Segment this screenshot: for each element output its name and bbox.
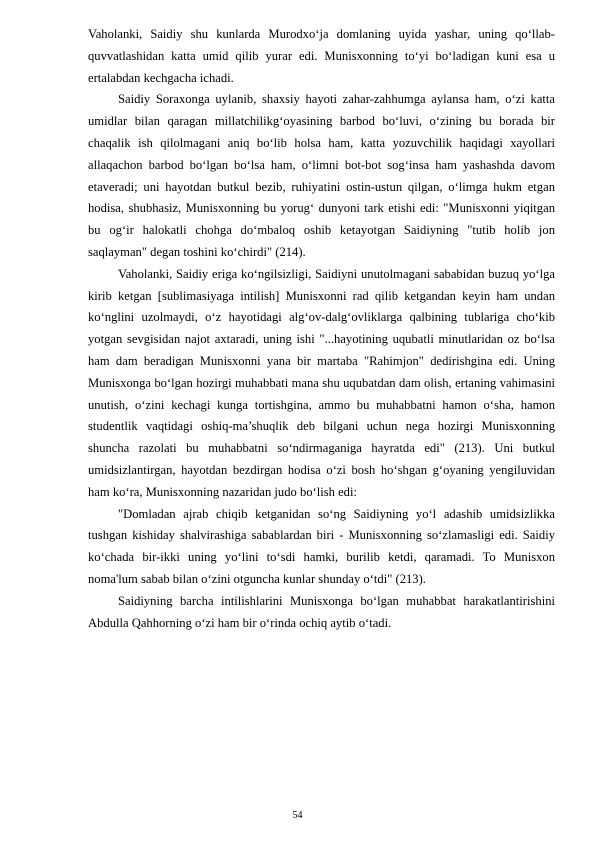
page-number: 54 [292,810,303,821]
paragraph-2: Saidiy Soraxonga uylanib, shaxsiy hayoti zahar-zahhumga aylansa ham, o‘zi katta umidlar bilan qaragan millatchilikg‘oyasining barbod bo‘luvi, o‘zining bu borada bir chaqalik ish qilolmagani aniq bo‘lib holsa ham, katta yozuvchilik haqidagi xayollari allaqachon barbod bo‘lgan bo‘lsa ham, o‘limni bot-bot sog‘insa ham yashashda davom etaveradi; uni hayotdan butkul bezib, ruhiyatini ostin-ustun qilgan, o‘limga hukm etgan hodisa, shubhasiz, Munisxonning bu yorug‘ dunyoni tark etishi edi: "Munisxonni yiqitgan bu og‘ir halokatli chohga do‘mbaloq oshib ketayotgan Saidiyning "tutib holib jon saqlayman" degan toshini ko‘chirdi" (214). [88,92,555,259]
paragraph-5: Saidiyning barcha intilishlarini Munisxonga bo‘lgan muhabbat harakatlantirishini Abdulla Qahhorning o‘zi ham bir o‘rinda ochiq aytib o‘tadi. [88,593,555,630]
document-page [88,24,555,634]
paragraph-1: Vaholanki, Saidiy shu kunlarda Murodxo‘ja domlaning uyida yashar, uning qo‘llab-quvvatlashidan katta umid qilib yurar edi. Munisxonning to‘yi bo‘ladigan kuni esa u ertalabdan kechgacha ichadi. [88,27,555,85]
paragraph-3: Vaholanki, Saidiy eriga ko‘ngilsizligi, Saidiyni unutolmagani sababidan buzuq yo‘lga kirib ketgan [sublimasiyaga intilish] Munisxonni rad qilib ketgandan keyin ham undan ko‘nglini uzolmaydi, o‘z hayotidagi alg‘ov-dalg‘ovliklarga qalbining tublariga cho‘kib yotgan sevgisidan najot axtaradi, uning ishi "...hayotining uqubatli minutlaridan oz bo‘lsa ham dam beradigan Munisxonni yana bir martaba "Rahimjon" dedirishgina edi. Uning Munisxonga bo‘lgan hozirgi muhabbati mana shu uqubatdan dam olish, ertaning vahimasini unutish, o‘zini kechagi kunga tortishgina, ammo bu muhabbatni hamon o‘sha, hamon studentlik vaqtidagi oshiq-ma’shuqlik deb bilgani uchun nega hozirgi Munisxonning shuncha razolati bu muhabbatni so‘ndirmaganiga hayratda edi" (213). Uni butkul umidsizlantirgan, hayotdan bezdirgan hodisa o‘zi bosh ho‘shgan g‘oyaning yengiluvidan ham ko‘ra, Munisxonning nazaridan judo bo‘lish edi: [88,266,555,499]
paragraph-4: "Domladan ajrab chiqib ketganidan so‘ng Saidiyning yo‘l adashib umidsizlikka tushgan kishiday shalvirashiga sabablardan biri - Munisxonning so‘zlamasligi edi. Saidiy ko‘chada bir-ikki uning yo‘lini to‘sdi hamki, burilib ketdi, qaramadi. To Munisxon noma'lum sabab bilan o‘zini otguncha kunlar shunday o‘tdi" (213). [88,506,555,586]
